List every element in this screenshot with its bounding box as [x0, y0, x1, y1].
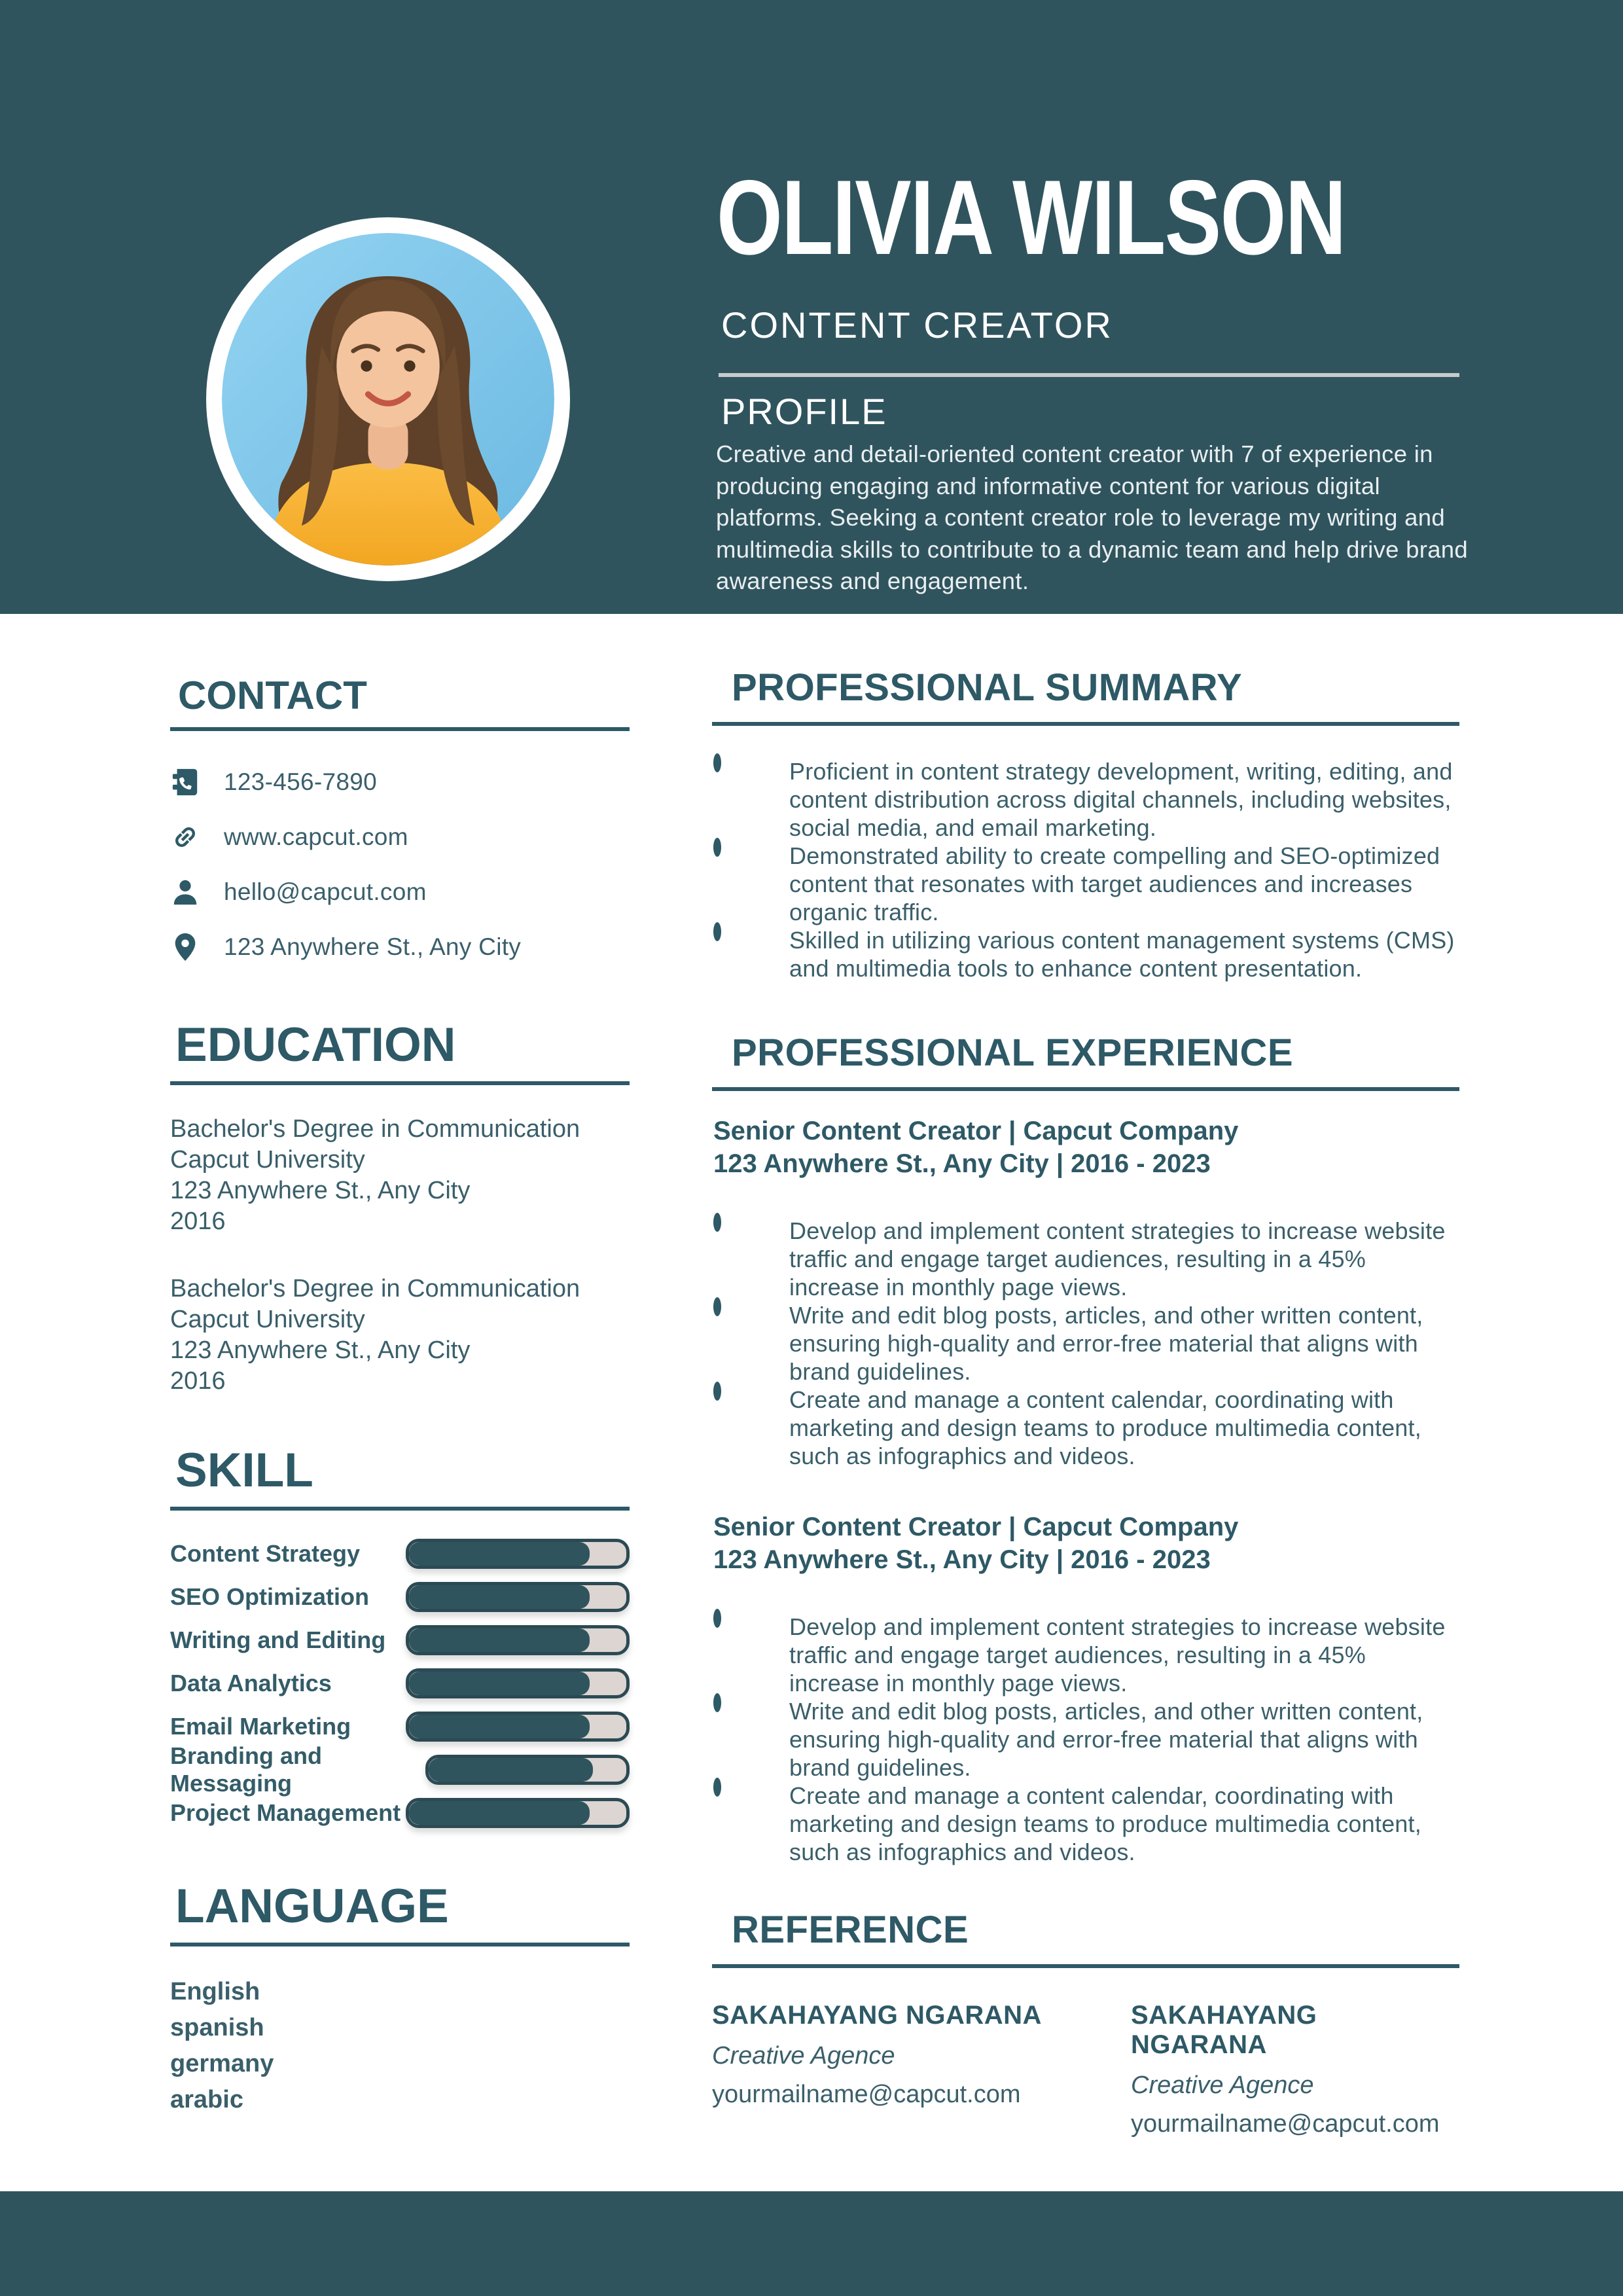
- skill-row: [170, 1541, 630, 1567]
- job-bullet: Create and manage a content calendar, coordinating with marketing and design teams to produce multimedia content, such as infographics and videos.: [712, 1782, 1459, 1866]
- contact-row-email: [170, 876, 630, 908]
- bullet-circle-icon: [713, 1213, 721, 1232]
- language-item: germany: [170, 2049, 274, 2077]
- job-bullet: Develop and implement content strategies to increase website traffic and engage target audiences, resulting in a 45% increase in monthly page views.: [712, 1613, 1459, 1697]
- person-icon: [170, 877, 200, 907]
- reference-company: Creative Agence: [712, 2041, 895, 2070]
- job-title: Senior Content Creator | Capcut Company: [713, 1116, 1239, 1145]
- job-meta: 123 Anywhere St., Any City | 2016 - 2023: [713, 1149, 1211, 1178]
- job-bullet: Write and edit blog posts, articles, and other written content, ensuring high-quality and error-free material that aligns with brand guidelines.: [712, 1301, 1459, 1386]
- link-icon: [170, 822, 200, 852]
- skill-section: [170, 1444, 630, 1843]
- skill-bar: [406, 1798, 630, 1828]
- reference-email: yourmailname@capcut.com: [712, 2080, 1021, 2108]
- section-rule: [170, 1507, 630, 1511]
- section-rule: [170, 727, 630, 731]
- reference-section: [712, 1909, 1459, 2138]
- skill-row: [170, 1670, 630, 1696]
- education-year: 2016: [170, 1207, 226, 1235]
- job-entry: [712, 1115, 1459, 1470]
- skill-bar-fill: [409, 1585, 590, 1609]
- job-entry: [712, 1511, 1459, 1866]
- header-band: [0, 0, 1623, 614]
- reference-name: SAKAHAYANG NGARANA: [1131, 2000, 1317, 2059]
- skill-heading: SKILL: [175, 1444, 313, 1497]
- contact-email: hello@capcut.com: [224, 878, 427, 905]
- skill-row: [170, 1742, 630, 1797]
- section-rule: [712, 1964, 1459, 1968]
- experience-heading: PROFESSIONAL EXPERIENCE: [732, 1031, 1294, 1074]
- education-entry: [170, 1114, 630, 1237]
- bullet-circle-icon: [713, 922, 721, 941]
- location-icon: [170, 932, 200, 962]
- skill-row: [170, 1713, 630, 1740]
- skill-label: Content Strategy: [170, 1539, 361, 1567]
- skill-bar: [406, 1625, 630, 1655]
- experience-section: [712, 1031, 1459, 1866]
- contact-row-phone: [170, 766, 630, 798]
- skill-row: [170, 1627, 630, 1653]
- skill-bar: [406, 1712, 630, 1742]
- skill-bar: [425, 1755, 630, 1785]
- section-rule: [170, 1081, 630, 1085]
- language-item: arabic: [170, 2085, 243, 2113]
- profile-text: Creative and detail-oriented content creator with 7 of experience in producing engaging and informative content for various digital platforms. Seeking a content creator role to leverage my writing and multimedia skills to contribute to a dynamic team and help drive brand awareness and engagement.: [716, 440, 1469, 594]
- bullet-circle-icon: [713, 838, 721, 857]
- education-address: 123 Anywhere St., Any City: [170, 1176, 471, 1204]
- language-item: English: [170, 1977, 260, 2005]
- skill-row: [170, 1800, 630, 1826]
- profile-photo: [222, 233, 554, 565]
- footer-band: [0, 2191, 1623, 2296]
- contact-phone: 123-456-7890: [224, 768, 378, 795]
- skill-label: Project Management: [170, 1799, 401, 1826]
- contact-row-address: [170, 931, 630, 963]
- reference-entry: [712, 2001, 1131, 2138]
- bullet-circle-icon: [713, 1297, 721, 1316]
- profile-photo-ring: [206, 217, 570, 581]
- job-bullet: Create and manage a content calendar, coordinating with marketing and design teams to produce multimedia content, such as infographics and videos.: [712, 1386, 1459, 1470]
- summary-section: [712, 666, 1459, 982]
- contact-address: 123 Anywhere St., Any City: [224, 933, 522, 960]
- job-bullet: Write and edit blog posts, articles, and other written content, ensuring high-quality and error-free material that aligns with brand guidelines.: [712, 1697, 1459, 1782]
- bullet-circle-icon: [713, 1778, 721, 1797]
- education-school: Capcut University: [170, 1305, 365, 1333]
- skill-bar-fill: [409, 1672, 590, 1695]
- summary-bullet: Proficient in content strategy development, writing, editing, and content distribution across digital channels, including websites, social media, and email marketing.: [712, 757, 1459, 842]
- reference-heading: REFERENCE: [732, 1909, 969, 1951]
- bullet-circle-icon: [713, 1609, 721, 1628]
- education-degree: Bachelor's Degree in Communication: [170, 1115, 580, 1143]
- education-address: 123 Anywhere St., Any City: [170, 1336, 471, 1364]
- skill-label: Data Analytics: [170, 1669, 332, 1696]
- skill-row: [170, 1584, 630, 1610]
- woman-portrait-illustration: [222, 233, 554, 565]
- skill-bar-fill: [409, 1715, 590, 1738]
- skill-label: Email Marketing: [170, 1712, 351, 1740]
- skill-bar-fill: [429, 1758, 593, 1782]
- skill-bar: [406, 1539, 630, 1569]
- skill-label: SEO Optimization: [170, 1583, 370, 1610]
- language-section: [170, 1880, 630, 2118]
- skill-bar-fill: [409, 1628, 590, 1652]
- job-meta: 123 Anywhere St., Any City | 2016 - 2023: [713, 1545, 1211, 1574]
- education-degree: Bachelor's Degree in Communication: [170, 1274, 580, 1302]
- job-title: Senior Content Creator | Capcut Company: [713, 1512, 1239, 1541]
- education-school: Capcut University: [170, 1145, 365, 1174]
- contact-row-website: [170, 821, 630, 853]
- contact-section: [170, 673, 630, 986]
- section-rule: [712, 722, 1459, 726]
- job-bullet: Develop and implement content strategies to increase website traffic and engage target audiences, resulting in a 45% increase in monthly page views.: [712, 1217, 1459, 1301]
- profile-heading: PROFILE: [721, 391, 887, 432]
- skill-label: Branding and Messaging: [170, 1742, 322, 1797]
- summary-bullet: Skilled in utilizing various content management systems (CMS) and multimedia tools to enhance content presentation.: [712, 926, 1459, 982]
- contact-website: www.capcut.com: [224, 823, 408, 850]
- contact-heading: CONTACT: [178, 673, 367, 717]
- language-item: spanish: [170, 2013, 264, 2041]
- summary-heading: PROFESSIONAL SUMMARY: [732, 666, 1243, 709]
- skill-bar: [406, 1668, 630, 1698]
- phone-icon: [170, 767, 200, 797]
- reference-company: Creative Agence: [1131, 2071, 1314, 2099]
- bullet-circle-icon: [713, 1693, 721, 1712]
- skill-bar: [406, 1582, 630, 1612]
- summary-bullet: Demonstrated ability to create compelling and SEO-optimized content that resonates with target audiences and increases organic traffic.: [712, 842, 1459, 926]
- reference-entry: [1131, 2001, 1459, 2138]
- language-heading: LANGUAGE: [175, 1880, 449, 1933]
- skill-bar-fill: [409, 1801, 590, 1825]
- reference-email: yourmailname@capcut.com: [1131, 2109, 1440, 2138]
- bullet-circle-icon: [713, 753, 721, 772]
- education-heading: EDUCATION: [175, 1018, 456, 1071]
- section-rule: [712, 1087, 1459, 1091]
- skill-bar-fill: [409, 1542, 590, 1566]
- header-divider: [719, 373, 1459, 377]
- education-section: [170, 1018, 630, 1397]
- education-entry: [170, 1274, 630, 1397]
- bullet-circle-icon: [713, 1382, 721, 1401]
- reference-name: SAKAHAYANG NGARANA: [712, 2000, 1042, 2030]
- person-name: OLIVIA WILSON: [717, 158, 1346, 277]
- education-year: 2016: [170, 1367, 226, 1395]
- skill-label: Writing and Editing: [170, 1626, 386, 1653]
- section-rule: [170, 1943, 630, 1946]
- person-job-title: CONTENT CREATOR: [721, 304, 1113, 346]
